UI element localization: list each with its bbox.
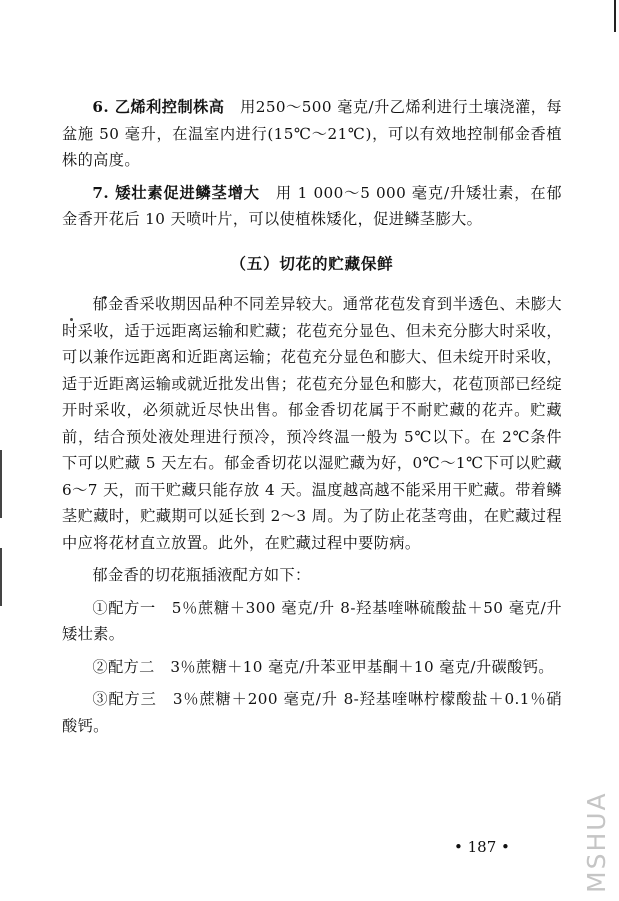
section-title: （五）切花的贮藏保鲜: [230, 253, 394, 273]
item-6-heading: 6. 乙烯利控制株高: [92, 98, 225, 116]
formula-3: ③配方三 3％蔗糖＋200 毫克/升 8-羟基喹啉柠檬酸盐＋0.1％硝酸钙。: [62, 690, 562, 735]
page-number: • 187 •: [454, 838, 510, 856]
page-body: [62, 94, 562, 739]
watermark: MSHUA: [582, 791, 611, 893]
formula-1: ①配方一 5％蔗糖＋300 毫克/升 8-羟基喹啉硫酸盐＋50 毫克/升矮壮素。: [62, 598, 562, 643]
item-7-heading: 7. 矮壮素促进鳞茎增大: [92, 183, 260, 202]
item-7-text: 用 1 000～5 000 毫克/升矮壮素，在郁金香开花后 10 天喷叶片，可以使植株矮化，促进鳞茎膨大。: [62, 183, 562, 228]
scan-margin-mark: [0, 548, 2, 606]
scan-margin-mark: [0, 450, 2, 518]
formula-intro: 郁金香的切花瓶插液配方如下：: [92, 566, 311, 584]
scan-edge-line: [614, 0, 616, 32]
formula-2: ②配方二 3％蔗糖＋10 毫克/升苯亚甲基酮＋10 毫克/升碳酸钙。: [92, 657, 554, 676]
storage-paragraph: 郁金香采收期因品种不同差异较大。通常花苞发育到半透色、未膨大时采收，适于远距离运输和贮藏；花苞充分显色、但未充分膨大时采收，可以兼作远距离和近距离运输；花苞充分显色和膨大、但未绽开时采收，适于近距离运输或就近批发出售；花苞充分显色和膨大，花苞顶部已经绽开时采收，必须就近尽快出售。郁金香切花属于不耐贮藏的花卉。贮藏前，结合预处液处理进行预冷，预冷终温一般为 5℃以下。在 2℃条件下可以贮藏 5 天左右。郁金香切花以湿贮藏为好，0℃～1℃下可以贮藏 6～7 天，而干贮藏只能存放 4 天。温度越高越不能采用干贮藏。带着鳞茎贮藏时，贮藏期可以延长到 2～3 周。为了防止花茎弯曲，在贮藏过程中应将花材直立放置。此外，在贮藏过程中要防病。: [62, 295, 562, 552]
item-7-paragraph: [62, 180, 562, 233]
item-6-paragraph: [62, 94, 562, 174]
item-6-text: 用250～500 毫克/升乙烯利进行土壤浇灌，每盆施 50 毫升，在温室内进行(15℃～21℃)，可以有效地控制郁金香植株的高度。: [62, 98, 562, 169]
